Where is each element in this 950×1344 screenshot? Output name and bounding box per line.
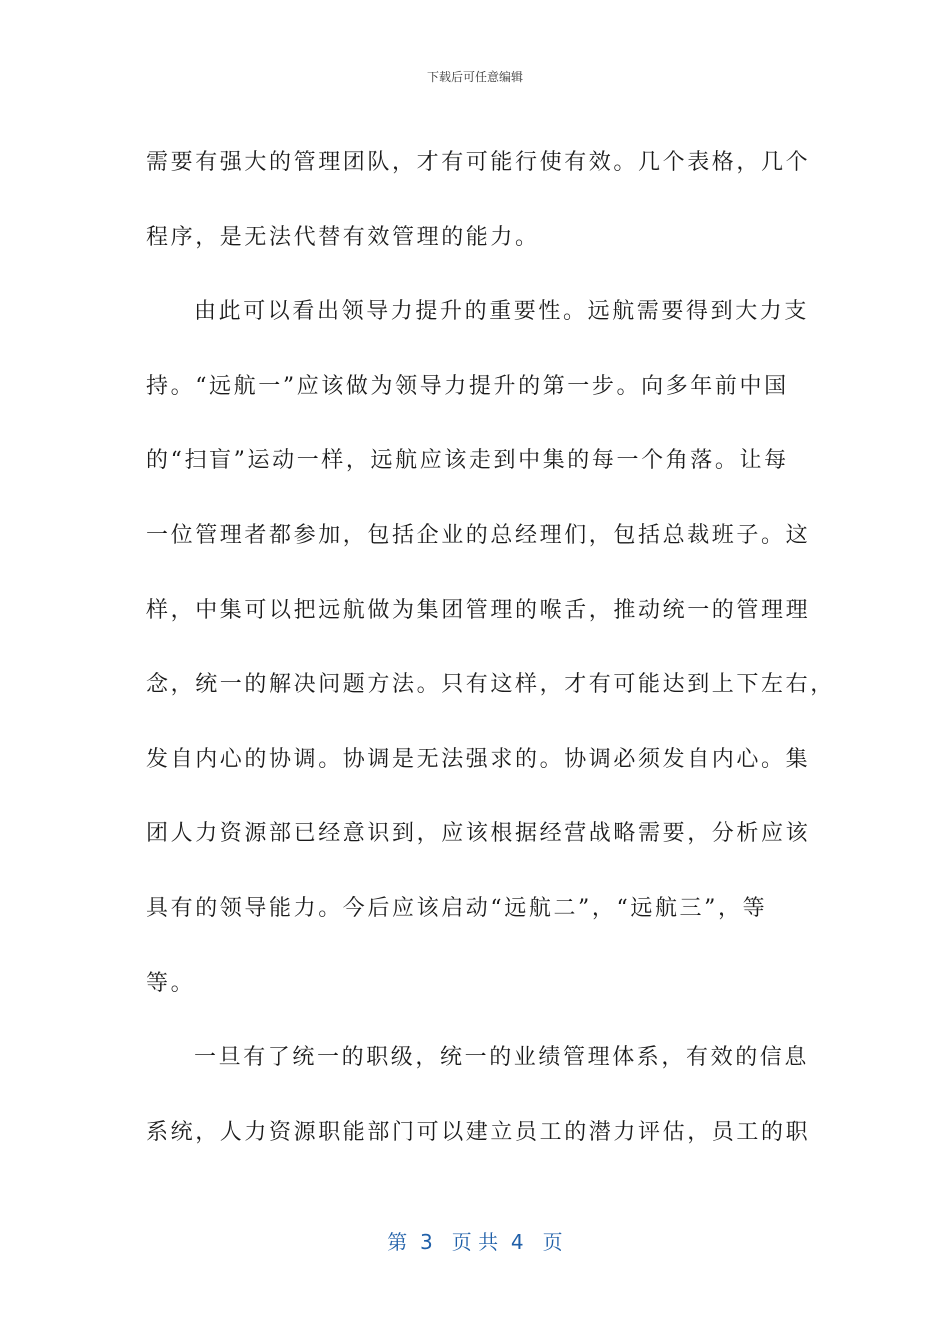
text-line: 由此可以看出领导力提升的重要性。远航需要得到大力支 xyxy=(194,299,810,325)
text-line: 等。 xyxy=(146,970,196,996)
text-line: 一位管理者都参加，包括企业的总经理们，包括总裁班子。这 xyxy=(146,522,811,548)
text-line: 发自内心的协调。协调是无法强求的。协调必须发自内心。集 xyxy=(146,746,811,772)
text-line: 念，统一的解决问题方法。只有这样，才有可能达到上下左右， xyxy=(146,672,835,698)
page-number-footer: 第 3 页 共 4 页 xyxy=(387,1230,563,1254)
page-header: 下载后可任意编辑 xyxy=(426,70,523,84)
text-line: 的“扫盲”运动一样，远航应该走到中集的每一个角落。让每 xyxy=(146,448,789,474)
text-line: 一旦有了统一的职级，统一的业绩管理体系，有效的信息 xyxy=(194,1045,810,1071)
text-line: 需要有强大的管理团队，才有可能行使有效。几个表格，几个 xyxy=(146,150,811,175)
text-line: 样，中集可以把远航做为集团管理的喉舌，推动统一的管理理 xyxy=(146,597,811,623)
text-line: 程序，是无法代替有效管理的能力。 xyxy=(146,224,540,250)
text-line: 团人力资源部已经意识到，应该根据经营战略需要，分析应该 xyxy=(146,821,811,847)
document-body xyxy=(146,126,835,1170)
text-line: 持。“远航一”应该做为领导力提升的第一步。向多年前中国 xyxy=(146,373,789,399)
text-line: 系统，人力资源职能部门可以建立员工的潜力评估，员工的职 xyxy=(146,1119,811,1145)
text-line: 具有的领导能力。今后应该启动“远航二”，“远航三”，等 xyxy=(146,895,768,921)
